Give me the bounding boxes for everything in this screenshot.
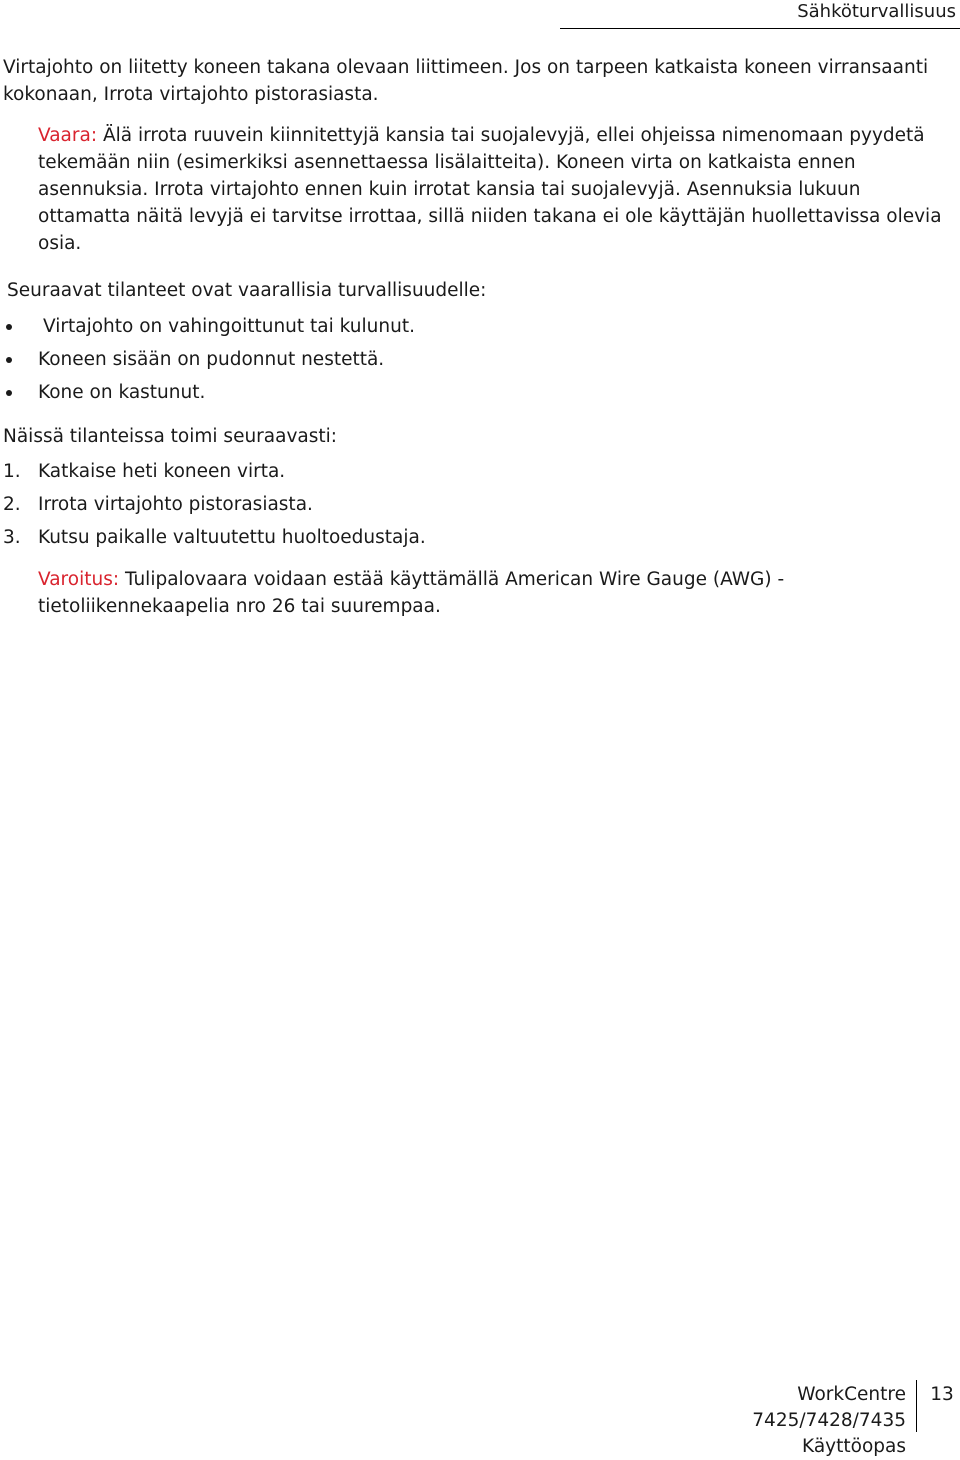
caution-text: Tulipalovaara voidaan estää käyttämällä American Wire Gauge (AWG) - tietoliikennekaapelia nro 26 tai suurempaa. <box>38 569 785 617</box>
step-item <box>0 521 960 554</box>
situations-list <box>0 310 960 409</box>
actions-steps <box>0 455 960 554</box>
warning-paragraph <box>38 122 950 257</box>
list-item-text: Kone on kastunut. <box>38 382 206 403</box>
footer-product-info <box>640 1382 906 1460</box>
footer-product-name: WorkCentre 7425/7428/7435 <box>752 1384 906 1431</box>
bullet-icon <box>6 390 12 396</box>
list-item-text: Koneen sisään on pudonnut nestettä. <box>38 349 385 370</box>
actions-intro: Näissä tilanteissa toimi seuraavasti: <box>3 426 338 447</box>
bullet-icon <box>6 357 12 363</box>
caution-paragraph <box>38 566 938 620</box>
step-item <box>0 455 960 488</box>
step-item <box>0 488 960 521</box>
step-number: 3. <box>3 527 21 548</box>
main-content <box>0 54 960 620</box>
step-text: Kutsu paikalle valtuutettu huoltoedustaja. <box>38 527 426 548</box>
step-number: 2. <box>3 494 21 515</box>
bullet-icon <box>6 324 12 330</box>
situations-intro: Seuraavat tilanteet ovat vaarallisia turvallisuudelle: <box>7 280 487 301</box>
intro-paragraph: Virtajohto on liitetty koneen takana olevaan liittimeen. Jos on tarpeen katkaista koneen virransaanti kokonaan, Irrota virtajohto pistorasiasta. <box>3 57 929 105</box>
footer-divider <box>916 1380 917 1432</box>
section-title: Sähköturvallisuus <box>797 1 956 22</box>
page-header <box>560 0 960 29</box>
warning-label: Vaara: <box>38 125 98 146</box>
list-item <box>0 310 960 343</box>
warning-text: Älä irrota ruuvein kiinnitettyjä kansia tai suojalevyjä, ellei ohjeissa nimenomaan pyydetä tekemään niin (esimerkiksi asennettaessa lisälaitteita). Koneen virta on katkaista ennen asennuksia. Irrota virtajohto ennen kuin irrotat kansia tai suojalevyjä. Asennuksia lukuun ottamatta näitä levyjä ei tarvitse irrottaa, sillä niiden takana ei ole käyttäjän huollettavissa olevia osia. <box>38 125 942 254</box>
step-text: Katkaise heti koneen virta. <box>38 461 286 482</box>
footer-guide-name: Käyttöopas <box>802 1436 906 1457</box>
page-number: 13 <box>930 1384 954 1405</box>
caution-label: Varoitus: <box>38 569 120 590</box>
list-item <box>0 376 960 409</box>
step-number: 1. <box>3 461 21 482</box>
step-text: Irrota virtajohto pistorasiasta. <box>38 494 313 515</box>
list-item <box>0 343 960 376</box>
list-item-text: Virtajohto on vahingoittunut tai kulunut. <box>43 316 415 337</box>
